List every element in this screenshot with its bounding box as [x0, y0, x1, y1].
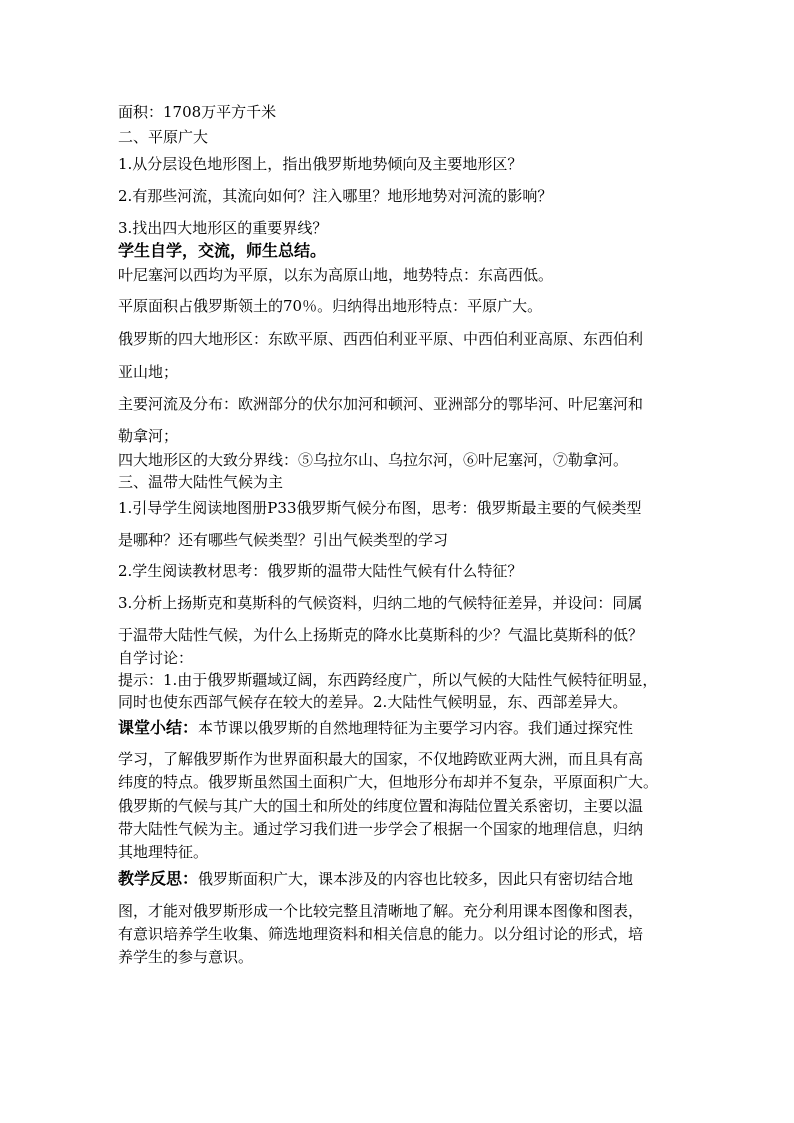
- paragraph-line: 主要河流及分布：欧洲部分的伏尔加河和顿河、亚洲部分的鄂毕河、叶尼塞河和: [118, 395, 644, 413]
- question-3: 3.找出四大地形区的重要界线？: [118, 219, 328, 237]
- paragraph-line: 平原面积占俄罗斯领土的70％。归纳得出地形特点：平原广大。: [118, 297, 543, 315]
- paragraph-line: 2.学生阅读教材思考：俄罗斯的温带大陆性气候有什么特征？: [118, 562, 523, 580]
- paragraph-line: 四大地形区的大致分界线：⑤乌拉尔山、乌拉尔河，⑥叶尼塞河，⑦勒拿河。: [118, 451, 629, 469]
- paragraph-line: 俄罗斯的气候与其广大的国土和所处的纬度位置和海陆位置关系密切，主要以温: [118, 797, 644, 815]
- section-heading-climate: 三、温带大陆性气候为主: [118, 473, 284, 491]
- paragraph-line: 提示：1.由于俄罗斯疆域辽阔，东西跨经度广，所以气候的大陆性气候特征明显，: [118, 671, 658, 689]
- teaching-reflection-label: 教学反思：: [118, 869, 199, 888]
- paragraph-line: 亚山地；: [118, 363, 179, 381]
- class-summary-text: 本节课以俄罗斯的自然地理特征为主要学习内容。我们通过探究性: [198, 719, 634, 737]
- paragraph-line: 于温带大陆性气候，为什么上扬斯克的降水比莫斯科的少？气温比莫斯科的低？: [118, 626, 644, 644]
- class-summary-line: [118, 718, 678, 738]
- paragraph-line: 自学讨论：: [118, 649, 194, 667]
- paragraph-line: 带大陆性气候为主。通过学习我们进一步学会了根据一个国家的地理信息，归纳: [118, 820, 644, 838]
- paragraph-line: 叶尼塞河以西均为平原，以东为高原山地，地势特点：东高西低。: [118, 266, 554, 284]
- teaching-reflection-text: 俄罗斯面积广大，课本涉及的内容也比较多，因此只有密切结合地: [198, 870, 634, 888]
- paragraph-line: 3.分析上扬斯克和莫斯科的气候资料，归纳二地的气候特征差异，并设问：同属: [118, 594, 643, 612]
- paragraph-line: 养学生的参与意识。: [118, 948, 254, 966]
- student-summary-heading: 学生自学，交流，师生总结。: [118, 241, 327, 260]
- paragraph-line: 其地理特征。: [118, 843, 209, 861]
- class-summary-label: 课堂小结：: [118, 718, 199, 737]
- area-line: 面积：1708万平方千米: [118, 103, 277, 121]
- paragraph-line: 图，才能对俄罗斯形成一个比较完整且清晰地了解。充分利用课本图像和图表，: [118, 902, 644, 920]
- paragraph-line: 1.引导学生阅读地图册P33俄罗斯气候分布图，思考：俄罗斯最主要的气候类型: [118, 499, 642, 517]
- paragraph-line: 纬度的特点。俄罗斯虽然国土面积广大，但地形分布却并不复杂，平原面积广大。: [118, 773, 659, 791]
- paragraph-line: 学习，了解俄罗斯作为世界面积最大的国家，不仅地跨欧亚两大洲，而且具有高: [118, 750, 644, 768]
- question-2: 2.有那些河流，其流向如何？注入哪里？地形地势对河流的影响？: [118, 187, 553, 205]
- teaching-reflection-line: [118, 869, 678, 889]
- section-heading-plains: 二、平原广大: [118, 128, 209, 146]
- paragraph-line: 同时也使东西部气候存在较大的差异。2.大陆性气候明显，东、西部差异大。: [118, 693, 628, 711]
- paragraph-line: 有意识培养学生收集、筛选地理资料和相关信息的能力。以分组讨论的形式，培: [118, 925, 644, 943]
- paragraph-line: 俄罗斯的四大地形区：东欧平原、西西伯利亚平原、中西伯利亚高原、东西伯利: [118, 330, 644, 348]
- paragraph-line: 是哪种？还有哪些气候类型？引出气候类型的学习: [118, 531, 449, 549]
- question-1: 1.从分层设色地形图上，指出俄罗斯地势倾向及主要地形区？: [118, 155, 523, 173]
- paragraph-line: 勒拿河；: [118, 427, 179, 445]
